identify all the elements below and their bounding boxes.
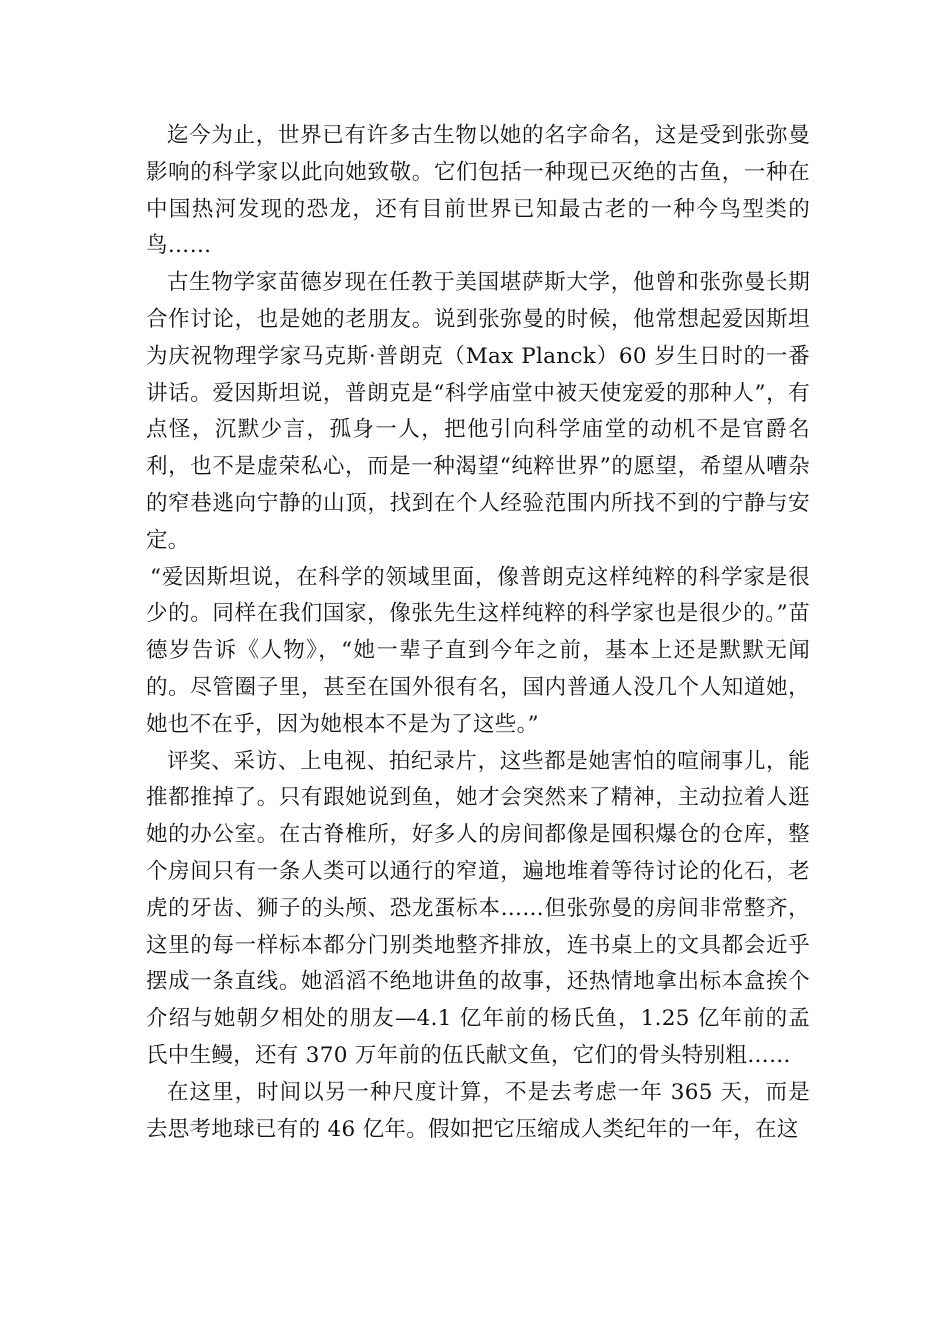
paragraph-miao-desui: 古生物学家苗德岁现在任教于美国堪萨斯大学，他曾和张弥曼长期合作讨论，也是她的老朋友。说到张弥曼的时候，他常想起爱因斯坦为庆祝物理学家马克斯·普朗克（Max Planck）60 岁生日时的一番讲话。爱因斯坦说，普朗克是“科学庙堂中被天使宠爱的那种人”，有点怪，沉默少言，孤身一人，把他引向科学庙堂的动机不是官爵名利，也不是虚荣私心，而是一种渴望“纯粹世界”的愿望，希望从嘈杂的窄巷逃向宁静的山顶，找到在个人经验范围内所找不到的宁静与安定。: [146, 270, 810, 553]
paragraph-office-fossils: 评奖、采访、上电视、拍纪录片，这些都是她害怕的喧闹事儿，能推都推掉了。只有跟她说到鱼，她才会突然来了精神，主动拉着人逛她的办公室。在古脊椎所，好多人的房间都像是囤积爆仓的仓库，整个房间只有一条人类可以通行的窄道，遍地堆着等待讨论的化石，老虎的牙齿、狮子的头颅、恐龙蛋标本……但张弥曼的房间非常整齐，这里的每一样标本都分门别类地整齐排放，连书桌上的文具都会近乎摆成一条直线。她滔滔不绝地讲鱼的故事，还热情地拿出标本盒挨个介绍与她朝夕相处的朋友—4.1 亿年前的杨氏鱼，1.25 亿年前的孟氏中生鳗，还有 370 万年前的伍氏献文鱼，它们的骨头特别粗……: [146, 748, 810, 1068]
paragraph-pure-scientist-quote: “爱因斯坦说，在科学的领域里面，像普朗克这样纯粹的科学家是很少的。同样在我们国家，像张先生这样纯粹的科学家也是很少的。”苗德岁告诉《人物》，“她一辈子直到今年之前，基本上还是默默无闻的。尽管圈子里，甚至在国外很有名，国内普通人没几个人知道她，她也不在乎，因为她根本不是为了这些。”: [146, 564, 810, 737]
paragraph-geologic-time: 在这里，时间以另一种尺度计算，不是去考虑一年 365 天，而是去思考地球已有的 46 亿年。假如把它压缩成人类纪年的一年，在这: [146, 1079, 810, 1142]
article-body: [146, 118, 810, 1148]
paragraph-eponyms: 迄今为止，世界已有许多古生物以她的名字命名，这是受到张弥曼影响的科学家以此向她致敬。它们包括一种现已灭绝的古鱼，一种在中国热河发现的恐龙，还有目前世界已知最古老的一种今鸟型类的鸟……: [146, 123, 810, 259]
